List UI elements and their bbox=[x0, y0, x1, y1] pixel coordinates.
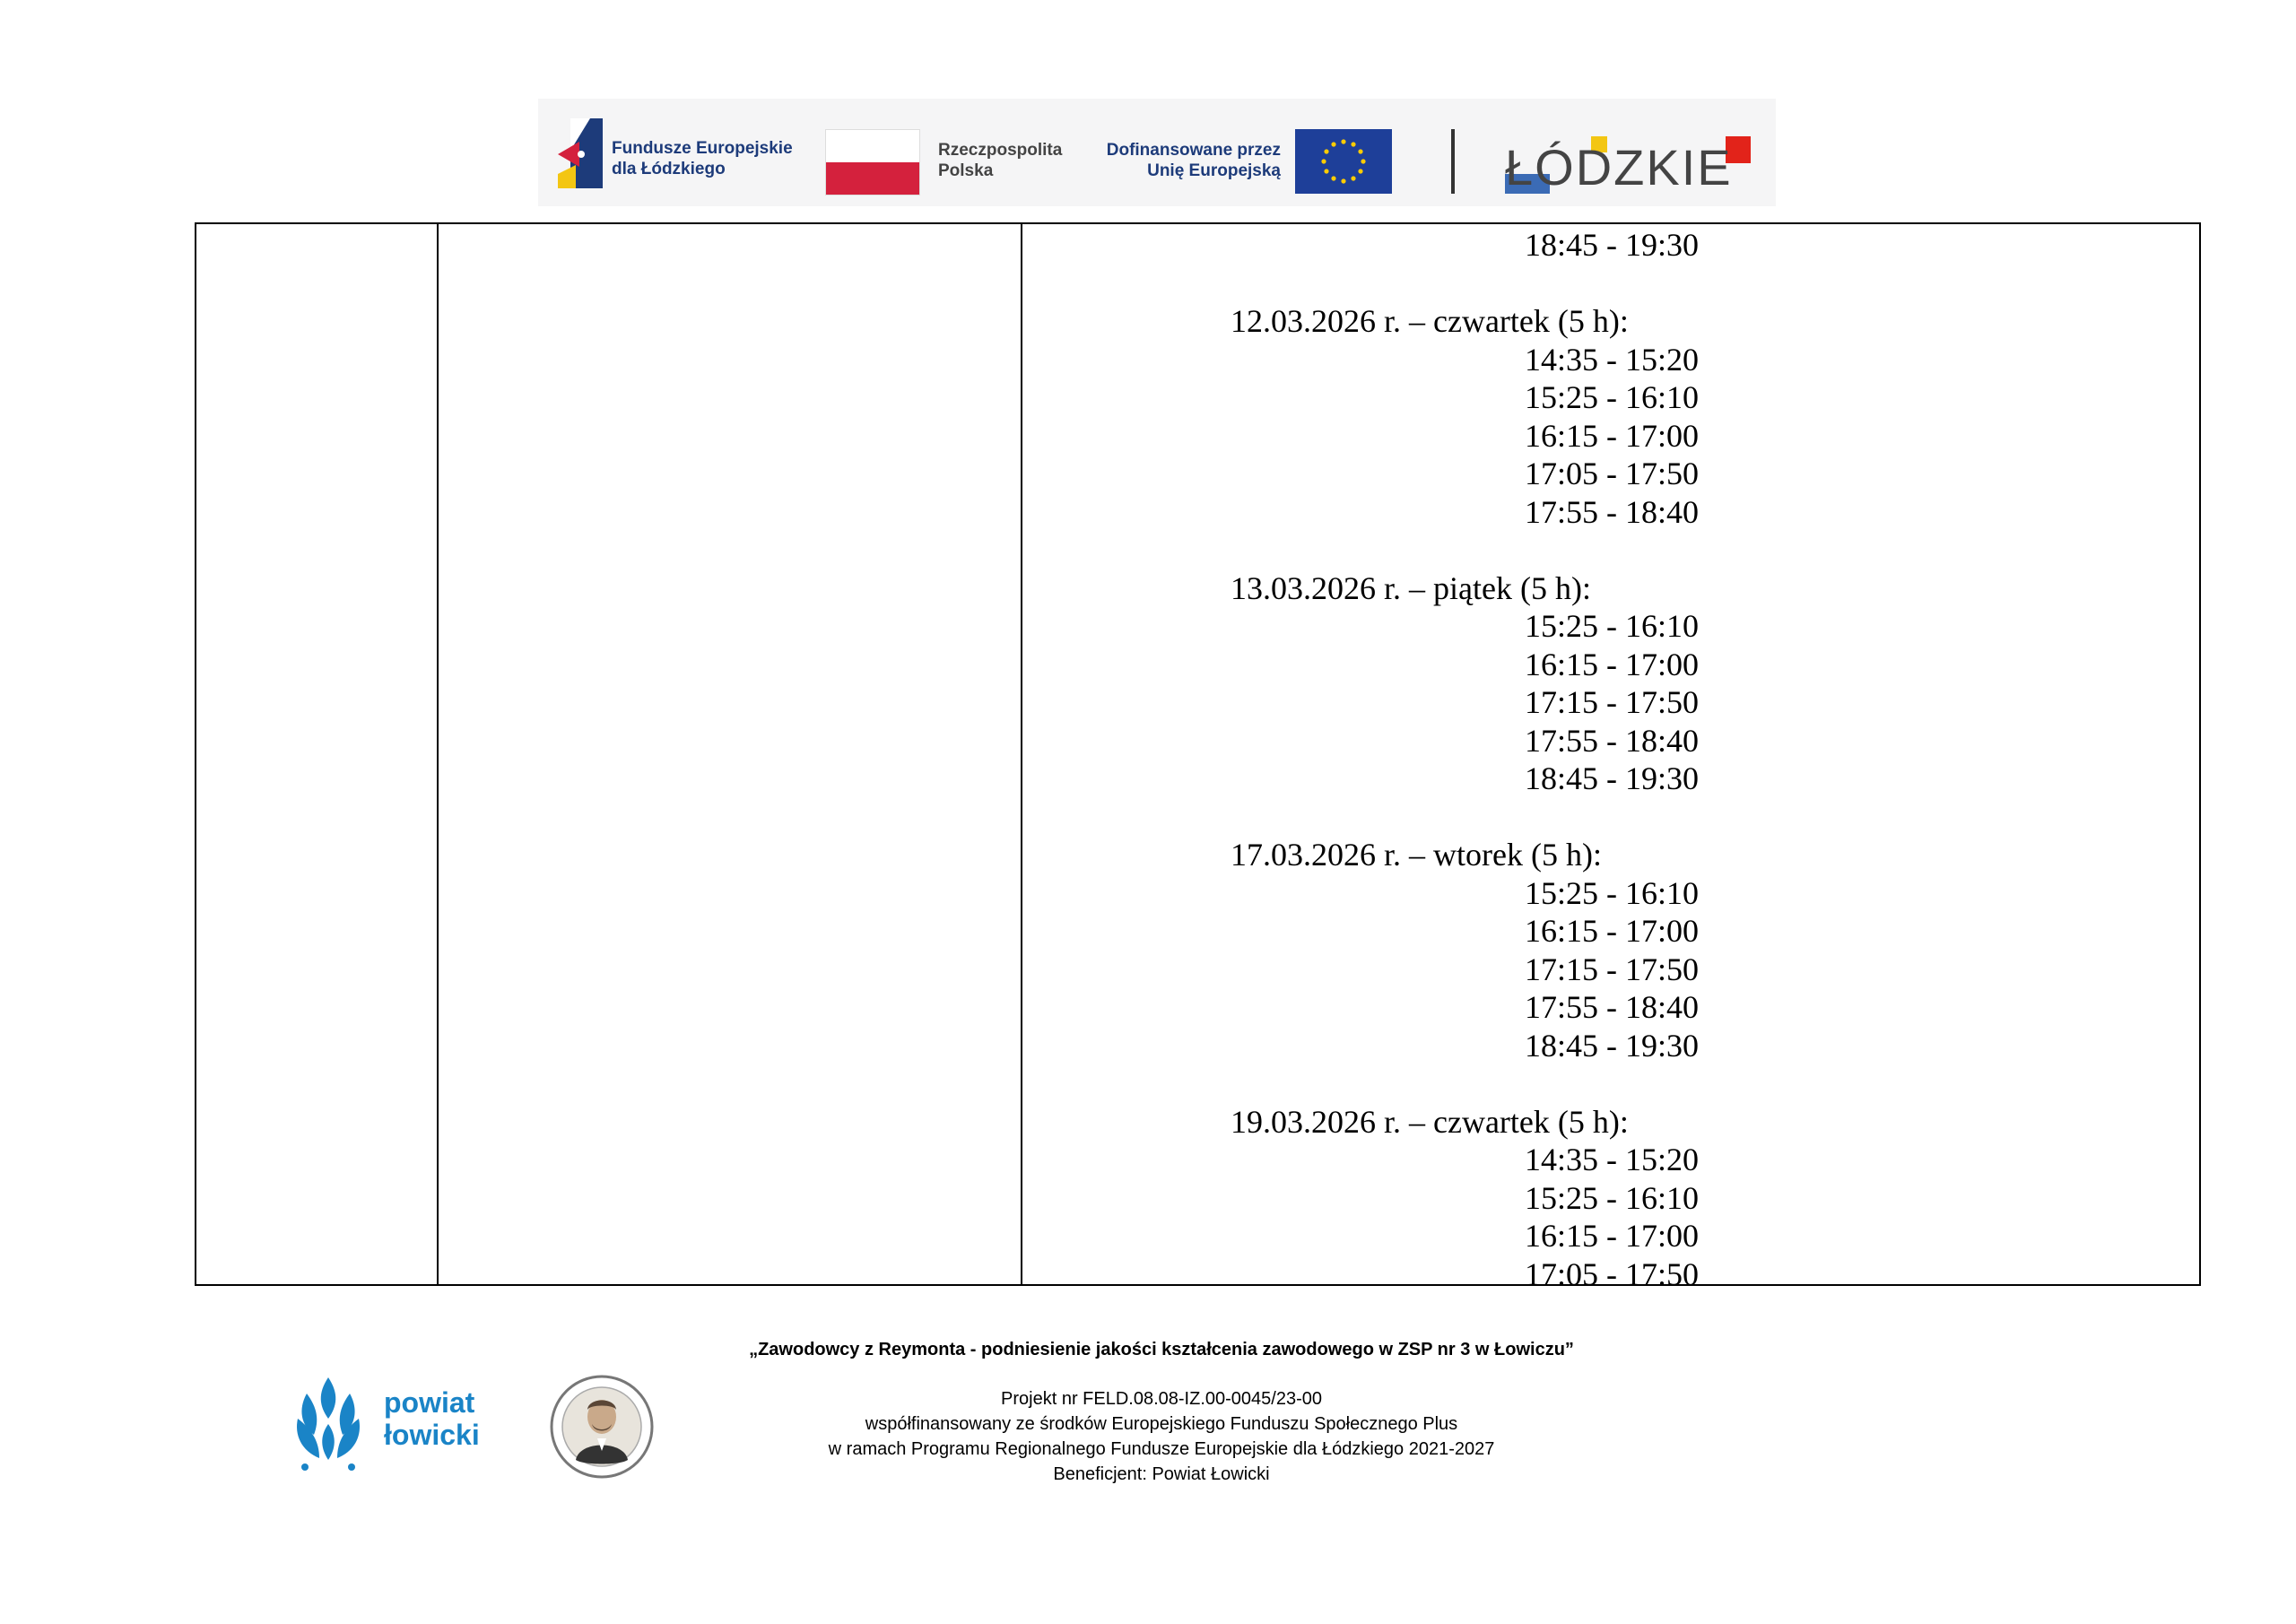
schedule-date-line: 13.03.2026 r. – piątek (5 h): bbox=[1231, 569, 1591, 606]
schedule-time-slot: 16:15 - 17:00 bbox=[1525, 913, 1699, 949]
svg-text:ŁÓDZKIE: ŁÓDZKIE bbox=[1505, 139, 1733, 195]
schedule-table bbox=[195, 222, 2201, 1292]
schedule-time-slot: 14:35 - 15:20 bbox=[1525, 341, 1699, 378]
lodzkie-logo-icon bbox=[1505, 129, 1756, 201]
schedule-cell bbox=[196, 224, 2199, 1292]
schedule-time-slot: 17:55 - 18:40 bbox=[1525, 722, 1699, 759]
schedule-time-slot: 15:25 - 16:10 bbox=[1525, 874, 1699, 911]
schedule-time-slot: 16:15 - 17:00 bbox=[1525, 1218, 1699, 1254]
schedule-time-slot: 16:15 - 17:00 bbox=[1525, 417, 1699, 454]
schedule-time-slot: 16:15 - 17:00 bbox=[1525, 646, 1699, 682]
rzeczpospolita-label bbox=[938, 140, 1062, 181]
schedule-time-slot: 15:25 - 16:10 bbox=[1525, 608, 1699, 644]
project-details bbox=[0, 1386, 2296, 1487]
project-title: „Zawodowcy z Reymonta - podniesienie jakości kształcenia zawodowego w ZSP nr 3 w Łowiczu” bbox=[749, 1340, 1574, 1359]
beneficiary-line: Beneficjent: Powiat Łowicki bbox=[1053, 1464, 1270, 1484]
schedule-time-slot: 17:05 - 17:50 bbox=[1525, 1255, 1699, 1292]
schedule-time-slot: 18:45 - 19:30 bbox=[1525, 1027, 1699, 1064]
schedule-time-slot: 17:15 - 17:50 bbox=[1525, 951, 1699, 987]
schedule-time-slot: 17:15 - 17:50 bbox=[1525, 684, 1699, 720]
powiat-label-line2: łowicki bbox=[384, 1419, 480, 1451]
cofinancing-line: współfinansowany ze środków Europejskiego Funduszu Społecznego Plus bbox=[865, 1414, 1458, 1434]
schedule-date-line: 17.03.2026 r. – wtorek (5 h): bbox=[1231, 837, 1602, 873]
schedule-time-slot: 18:45 - 19:30 bbox=[1525, 760, 1699, 796]
fe-label-line2: dla Łódzkiego bbox=[612, 160, 726, 178]
eu-flag-icon bbox=[1295, 129, 1392, 194]
pl-label-line2: Polska bbox=[938, 161, 994, 180]
schedule-time-slot: 17:55 - 18:40 bbox=[1525, 493, 1699, 530]
powiat-label-line1: powiat bbox=[384, 1386, 475, 1419]
fundusze-europejskie-label bbox=[612, 138, 793, 179]
schedule-time-slot: 17:05 - 17:50 bbox=[1525, 456, 1699, 491]
schedule-time-slot: 18:45 - 19:30 bbox=[1525, 227, 1699, 263]
schedule-time-slot: 14:35 - 15:20 bbox=[1525, 1142, 1699, 1177]
pl-label-line1: Rzeczpospolita bbox=[938, 141, 1063, 160]
polish-flag-icon bbox=[825, 129, 920, 195]
schedule-time-slot: 17:55 - 18:40 bbox=[1525, 989, 1699, 1025]
schedule-time-slot: 15:25 - 16:10 bbox=[1525, 379, 1699, 415]
schedule-date-line: 12.03.2026 r. – czwartek (5 h): bbox=[1231, 303, 1629, 339]
funding-logos-header bbox=[538, 99, 1776, 206]
ue-label-line2: Unię Europejską bbox=[1147, 161, 1281, 180]
schedule-date-line: 19.03.2026 r. – czwartek (5 h): bbox=[1231, 1103, 1629, 1140]
ue-label-line1: Dofinansowane przez bbox=[1106, 141, 1281, 160]
eu-cofinancing-label bbox=[1101, 140, 1281, 181]
project-number: Projekt nr FELD.08.08-IZ.00-0045/23-00 bbox=[1001, 1389, 1322, 1409]
schedule-time-slot: 15:25 - 16:10 bbox=[1525, 1179, 1699, 1216]
program-line: w ramach Programu Regionalnego Fundusze Europejskie dla Łódzkiego 2021-2027 bbox=[828, 1439, 1495, 1459]
fundusze-europejskie-logo-icon bbox=[554, 115, 604, 192]
fe-label-line1: Fundusze Europejskie bbox=[612, 139, 793, 158]
logo-separator bbox=[1451, 129, 1455, 194]
